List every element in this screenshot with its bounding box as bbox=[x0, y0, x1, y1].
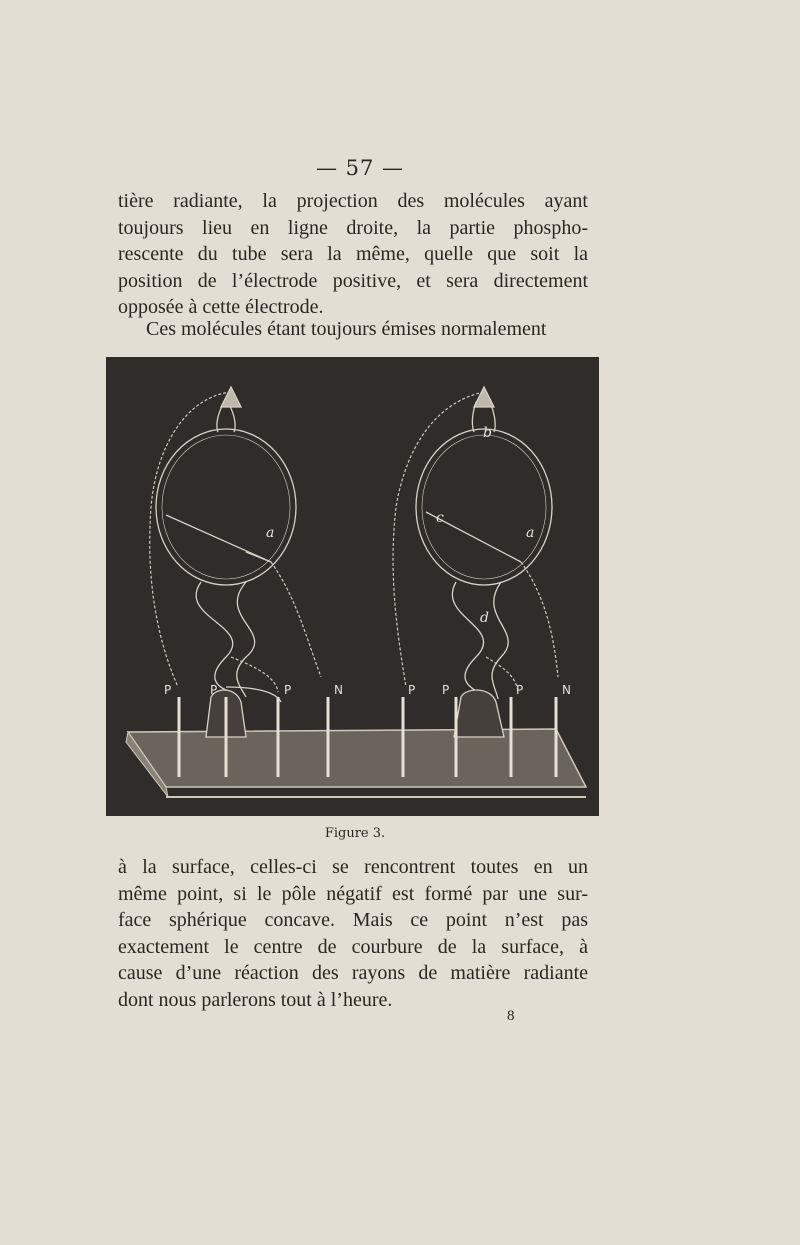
text-line: Ces molécules étant toujours émises normalement bbox=[146, 318, 547, 340]
text-line: cause d’une réaction des rayons de matière radiante bbox=[118, 962, 588, 984]
label-c: c bbox=[436, 510, 444, 526]
text-line: exactement le centre de courbure de la surface, à bbox=[118, 935, 588, 958]
text-line: tière radiante, la projection des molécules ayant bbox=[118, 190, 588, 212]
label-d: d bbox=[480, 610, 489, 626]
text-line: même point, si le pôle négatif est formé par une sur- bbox=[118, 882, 588, 905]
text-line: opposée à cette électrode. bbox=[118, 296, 324, 318]
terminal-label: P bbox=[284, 683, 292, 697]
figure-caption: Figure 3. bbox=[324, 826, 386, 841]
crookes-tubes-engraving bbox=[106, 357, 599, 816]
terminal-label: N bbox=[562, 683, 571, 697]
terminal-label: P bbox=[164, 683, 172, 697]
figure-illustration bbox=[106, 357, 599, 816]
text-line: face sphérique concave. Mais ce point n’est pas bbox=[118, 909, 588, 931]
label-a-right: a bbox=[526, 525, 535, 541]
paragraph-1 bbox=[118, 188, 588, 321]
text-line: toujours lieu en ligne droite, la partie phospho- bbox=[118, 216, 588, 239]
terminal-label: P bbox=[516, 683, 524, 697]
label-b: b bbox=[483, 425, 492, 441]
text-line: position de l’électrode positive, et sera directement bbox=[118, 269, 588, 292]
text-line: à la surface, celles-ci se rencontrent toutes en un bbox=[118, 856, 588, 878]
terminal-label: P bbox=[210, 683, 218, 697]
text-line: dont nous parlerons tout à l’heure. bbox=[118, 988, 393, 1011]
page-number: — 57 — bbox=[315, 156, 405, 180]
terminal-label: N bbox=[334, 683, 343, 697]
signature-mark: 8 bbox=[507, 1008, 515, 1024]
terminal-label: P bbox=[408, 683, 416, 697]
paragraph-2 bbox=[118, 316, 588, 343]
paragraph-3 bbox=[118, 854, 588, 1013]
label-a-left: a bbox=[266, 525, 275, 541]
text-line: rescente du tube sera la même, quelle que soit la bbox=[118, 243, 588, 265]
terminal-label: P bbox=[442, 683, 450, 697]
